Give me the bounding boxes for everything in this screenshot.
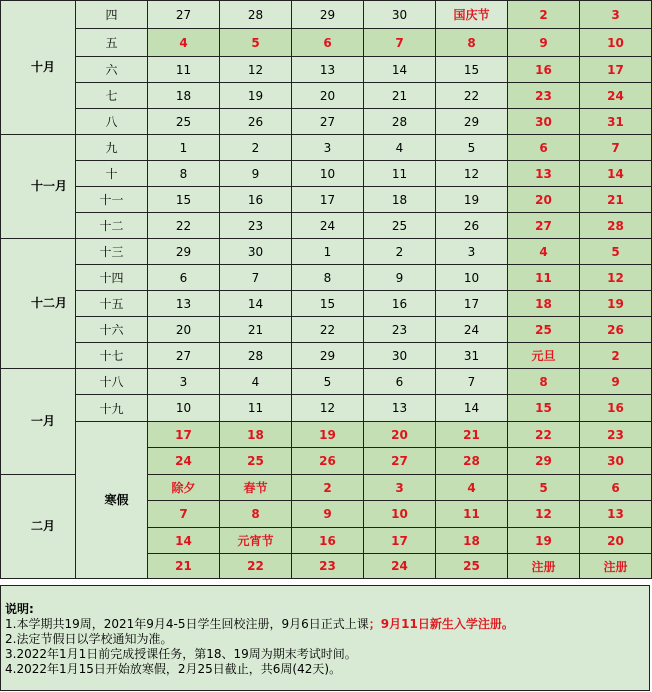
day-cell: 30 <box>364 1 436 29</box>
day-cell: 12 <box>292 395 364 422</box>
weekend-day-cell: 14 <box>580 161 652 187</box>
weekend-day-cell: 26 <box>580 317 652 343</box>
weekend-day-cell: 25 <box>508 317 580 343</box>
winter-break-text: 寒假 <box>104 493 129 507</box>
winter-day-cell: 除夕 <box>148 475 220 501</box>
weekend-day-cell: 2 <box>508 1 580 29</box>
winter-day-cell: 24 <box>364 554 436 579</box>
day-cell: 18 <box>148 83 220 109</box>
month-label-oct <box>1 1 76 135</box>
day-cell: 6 <box>364 369 436 395</box>
day-cell: 22 <box>292 317 364 343</box>
day-cell: 29 <box>292 343 364 369</box>
weekend-day-cell: 6 <box>508 135 580 161</box>
week-number: 十二 <box>76 213 148 239</box>
weekend-day-cell: 19 <box>580 291 652 317</box>
week-row <box>1 343 652 369</box>
winter-day-cell: 注册 <box>508 554 580 579</box>
week-row <box>1 395 652 422</box>
weekend-day-cell: 11 <box>508 265 580 291</box>
day-cell: 7 <box>220 265 292 291</box>
winter-day-cell: 20 <box>364 422 436 448</box>
day-cell: 17 <box>436 291 508 317</box>
week-row <box>1 109 652 135</box>
day-cell: 1 <box>292 239 364 265</box>
weekend-day-cell: 30 <box>508 109 580 135</box>
week-row <box>1 213 652 239</box>
day-cell: 20 <box>148 317 220 343</box>
note-line-1-highlight: ；9月11日新生入学注册。 <box>368 617 514 631</box>
winter-day-cell: 16 <box>292 528 364 554</box>
day-cell: 15 <box>436 57 508 83</box>
notes-title: 说明: <box>5 602 34 616</box>
week-number: 六 <box>76 57 148 83</box>
winter-day-cell: 8 <box>220 501 292 528</box>
notes-panel <box>0 585 650 691</box>
day-cell: 25 <box>148 109 220 135</box>
week-number: 十三 <box>76 239 148 265</box>
day-cell: 23 <box>364 317 436 343</box>
day-cell: 8 <box>436 29 508 57</box>
day-cell: 18 <box>364 187 436 213</box>
winter-day-cell: 14 <box>148 528 220 554</box>
weekend-day-cell: 7 <box>580 135 652 161</box>
day-cell: 30 <box>364 343 436 369</box>
day-cell: 26 <box>436 213 508 239</box>
winter-day-cell: 17 <box>148 422 220 448</box>
day-cell: 国庆节 <box>436 1 508 29</box>
winter-day-cell: 28 <box>436 448 508 475</box>
weekend-day-cell: 17 <box>580 57 652 83</box>
month-label-text: 二月 <box>31 519 56 533</box>
week-number: 四 <box>76 1 148 29</box>
winter-day-cell: 30 <box>580 448 652 475</box>
note-line-1 <box>5 617 649 632</box>
winter-break-label <box>76 422 148 579</box>
month-label-feb <box>1 475 76 579</box>
weekend-day-cell: 4 <box>508 239 580 265</box>
day-cell: 22 <box>436 83 508 109</box>
day-cell: 16 <box>364 291 436 317</box>
winter-day-cell: 元宵节 <box>220 528 292 554</box>
week-number: 十七 <box>76 343 148 369</box>
winter-day-cell: 19 <box>292 422 364 448</box>
day-cell: 6 <box>292 29 364 57</box>
day-cell: 15 <box>148 187 220 213</box>
day-cell: 13 <box>148 291 220 317</box>
day-cell: 10 <box>148 395 220 422</box>
weekend-day-cell: 20 <box>508 187 580 213</box>
day-cell: 25 <box>364 213 436 239</box>
day-cell: 10 <box>436 265 508 291</box>
week-number: 五 <box>76 29 148 57</box>
week-number: 十五 <box>76 291 148 317</box>
week-number: 八 <box>76 109 148 135</box>
day-cell: 13 <box>364 395 436 422</box>
winter-day-cell: 3 <box>364 475 436 501</box>
day-cell: 11 <box>220 395 292 422</box>
day-cell: 3 <box>148 369 220 395</box>
day-cell: 14 <box>436 395 508 422</box>
weekend-day-cell: 28 <box>580 213 652 239</box>
winter-day-cell: 19 <box>508 528 580 554</box>
month-label-nov <box>1 135 76 239</box>
winter-day-cell: 26 <box>292 448 364 475</box>
day-cell: 28 <box>220 1 292 29</box>
note-line-2: 2.法定节假日以学校通知为准。 <box>5 632 173 646</box>
day-cell: 26 <box>220 109 292 135</box>
note-line-4: 4.2022年1月15日开始放寒假，2月25日截止，共6周(42天)。 <box>5 662 342 676</box>
week-row <box>1 291 652 317</box>
month-label-text: 一月 <box>31 414 56 428</box>
week-number: 十四 <box>76 265 148 291</box>
week-row <box>1 265 652 291</box>
day-cell: 27 <box>148 343 220 369</box>
day-cell: 14 <box>220 291 292 317</box>
day-cell: 16 <box>220 187 292 213</box>
day-cell: 14 <box>364 57 436 83</box>
winter-day-cell: 11 <box>436 501 508 528</box>
week-number: 十一 <box>76 187 148 213</box>
weekend-day-cell: 27 <box>508 213 580 239</box>
winter-day-cell: 17 <box>364 528 436 554</box>
weekend-day-cell: 18 <box>508 291 580 317</box>
day-cell: 6 <box>148 265 220 291</box>
day-cell: 30 <box>220 239 292 265</box>
day-cell: 4 <box>148 29 220 57</box>
day-cell: 5 <box>436 135 508 161</box>
day-cell: 3 <box>436 239 508 265</box>
day-cell: 11 <box>148 57 220 83</box>
weekend-day-cell: 13 <box>508 161 580 187</box>
weekend-day-cell: 3 <box>580 1 652 29</box>
weekend-day-cell: 9 <box>508 29 580 57</box>
winter-day-cell: 20 <box>580 528 652 554</box>
day-cell: 29 <box>436 109 508 135</box>
day-cell: 28 <box>364 109 436 135</box>
winter-day-cell: 27 <box>364 448 436 475</box>
month-label-jan <box>1 369 76 475</box>
day-cell: 7 <box>436 369 508 395</box>
week-row <box>1 239 652 265</box>
day-cell: 27 <box>292 109 364 135</box>
weekend-day-cell: 12 <box>580 265 652 291</box>
day-cell: 22 <box>148 213 220 239</box>
winter-day-cell: 25 <box>220 448 292 475</box>
day-cell: 3 <box>292 135 364 161</box>
weekend-day-cell: 9 <box>580 369 652 395</box>
weekend-day-cell: 16 <box>580 395 652 422</box>
day-cell: 19 <box>436 187 508 213</box>
day-cell: 12 <box>220 57 292 83</box>
day-cell: 7 <box>364 29 436 57</box>
day-cell: 9 <box>364 265 436 291</box>
winter-day-cell: 12 <box>508 501 580 528</box>
weekend-day-cell: 8 <box>508 369 580 395</box>
weekend-day-cell: 31 <box>580 109 652 135</box>
day-cell: 4 <box>220 369 292 395</box>
week-number: 十 <box>76 161 148 187</box>
winter-day-cell: 21 <box>436 422 508 448</box>
day-cell: 31 <box>436 343 508 369</box>
weekend-day-cell: 元旦 <box>508 343 580 369</box>
day-cell: 27 <box>148 1 220 29</box>
day-cell: 2 <box>364 239 436 265</box>
weekend-day-cell: 21 <box>580 187 652 213</box>
winter-day-cell: 25 <box>436 554 508 579</box>
day-cell: 17 <box>292 187 364 213</box>
winter-day-cell: 10 <box>364 501 436 528</box>
winter-day-cell: 21 <box>148 554 220 579</box>
day-cell: 15 <box>292 291 364 317</box>
month-label-text: 十月 <box>31 60 56 74</box>
note-line-3: 3.2022年1月1日前完成授课任务，第18、19周为期末考试时间。 <box>5 647 357 661</box>
day-cell: 28 <box>220 343 292 369</box>
winter-day-cell: 18 <box>436 528 508 554</box>
month-label-text: 十二月 <box>31 296 68 310</box>
week-row <box>1 83 652 109</box>
weekend-day-cell: 24 <box>580 83 652 109</box>
winter-day-cell: 5 <box>508 475 580 501</box>
week-number: 十八 <box>76 369 148 395</box>
note-line-1-main: 1.本学期共19周，2021年9月4-5日学生回校注册，9月6日正式上课 <box>5 617 369 631</box>
weekend-day-cell: 5 <box>580 239 652 265</box>
winter-day-cell: 6 <box>580 475 652 501</box>
week-number: 九 <box>76 135 148 161</box>
month-label-dec <box>1 239 76 369</box>
weekend-day-cell: 16 <box>508 57 580 83</box>
weekend-day-cell: 10 <box>580 29 652 57</box>
week-row <box>1 317 652 343</box>
day-cell: 23 <box>220 213 292 239</box>
day-cell: 24 <box>292 213 364 239</box>
weekend-day-cell: 2 <box>580 343 652 369</box>
day-cell: 29 <box>292 1 364 29</box>
winter-day-cell: 23 <box>292 554 364 579</box>
weekend-day-cell: 23 <box>508 83 580 109</box>
day-cell: 13 <box>292 57 364 83</box>
winter-day-cell: 22 <box>508 422 580 448</box>
day-cell: 5 <box>220 29 292 57</box>
day-cell: 4 <box>364 135 436 161</box>
weekend-day-cell: 15 <box>508 395 580 422</box>
winter-day-cell: 2 <box>292 475 364 501</box>
winter-day-cell: 18 <box>220 422 292 448</box>
day-cell: 5 <box>292 369 364 395</box>
day-cell: 1 <box>148 135 220 161</box>
day-cell: 20 <box>292 83 364 109</box>
winter-day-cell: 22 <box>220 554 292 579</box>
week-row <box>1 422 652 448</box>
week-number: 七 <box>76 83 148 109</box>
winter-day-cell: 29 <box>508 448 580 475</box>
week-number: 十六 <box>76 317 148 343</box>
winter-day-cell: 7 <box>148 501 220 528</box>
day-cell: 12 <box>436 161 508 187</box>
week-row <box>1 57 652 83</box>
day-cell: 10 <box>292 161 364 187</box>
winter-day-cell: 9 <box>292 501 364 528</box>
week-number: 十九 <box>76 395 148 422</box>
day-cell: 9 <box>220 161 292 187</box>
winter-day-cell: 13 <box>580 501 652 528</box>
week-row <box>1 161 652 187</box>
winter-day-cell: 4 <box>436 475 508 501</box>
day-cell: 24 <box>436 317 508 343</box>
day-cell: 8 <box>292 265 364 291</box>
winter-day-cell: 24 <box>148 448 220 475</box>
day-cell: 11 <box>364 161 436 187</box>
day-cell: 21 <box>364 83 436 109</box>
winter-day-cell: 春节 <box>220 475 292 501</box>
week-row <box>1 369 652 395</box>
week-row <box>1 187 652 213</box>
day-cell: 29 <box>148 239 220 265</box>
month-label-text: 十一月 <box>31 179 68 193</box>
day-cell: 19 <box>220 83 292 109</box>
week-row <box>1 135 652 161</box>
day-cell: 21 <box>220 317 292 343</box>
day-cell: 8 <box>148 161 220 187</box>
week-row <box>1 1 652 29</box>
week-row <box>1 29 652 57</box>
winter-day-cell: 注册 <box>580 554 652 579</box>
day-cell: 2 <box>220 135 292 161</box>
winter-day-cell: 23 <box>580 422 652 448</box>
